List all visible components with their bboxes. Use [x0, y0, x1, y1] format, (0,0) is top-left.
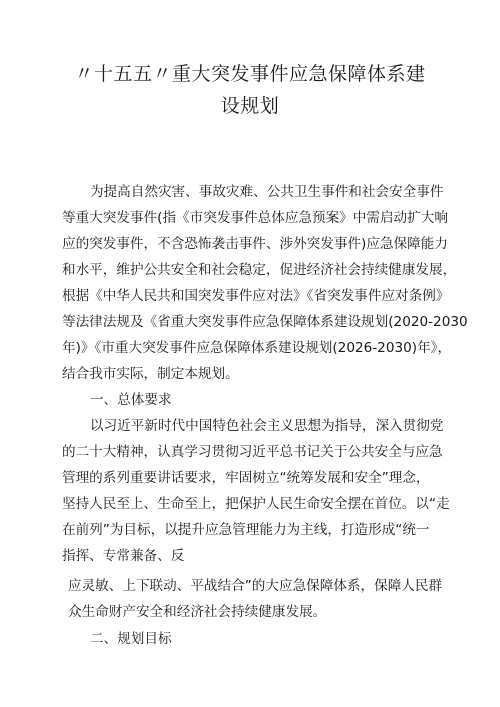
paragraph-2-line-8: 众生命财产安全和经济社会持续健康发展。: [68, 604, 327, 620]
document-title-line-2: 设规划: [220, 95, 280, 117]
paragraph-2-line-7: 应灵敏、上下联动、平战结合”的大应急保障体系，保障人民群: [68, 578, 443, 594]
section-heading-2: 二、规划目标: [90, 631, 172, 647]
document-title-line-1: 〃十五五〃重大突发事件应急保障体系建: [74, 63, 426, 85]
paragraph-1-line-4: 和水平，维护公共安全和社会稳定，促进经济社会持续健康发展，: [62, 262, 457, 278]
paragraph-1-line-6: 等法律法规及《省重大突发事件应急保障体系建设规划(2020-2030: [62, 314, 468, 330]
paragraph-2-line-6: 指挥、专常兼备、反: [62, 548, 185, 564]
paragraph-2-line-4: 坚持人民至上、生命至上，把保护人民生命安全摆在首位。以“走: [62, 496, 450, 512]
paragraph-1-line-5: 根据《中华人民共和国突发事件应对法》《省突发事件应对条例》: [62, 288, 450, 304]
paragraph-2-line-1: 以习近平新时代中国特色社会主义思想为指导，深入贯彻党: [90, 418, 444, 434]
paragraph-2-line-3: 管理的系列重要讲话要求，牢固树立“统筹发展和安全”理念，: [62, 470, 430, 486]
paragraph-1-line-1: 为提高自然灾害、事故灾难、公共卫生事件和社会安全事件: [90, 184, 444, 200]
section-heading-1: 一、总体要求: [90, 392, 172, 408]
paragraph-1-line-7: 年)》《市重大突发事件应急保障体系建设规划(2026-2030)年》，: [62, 340, 452, 356]
paragraph-1-line-3: 应的突发事件，不含恐怖袭击事件、涉外突发事件)应急保障能力: [62, 236, 448, 252]
paragraph-1-line-2: 等重大突发事件(指《市突发事件总体应急预案》中需启动扩大响: [62, 210, 448, 226]
paragraph-2-line-2: 的二十大精神，认真学习贯彻习近平总书记关于公共安全与应急: [62, 444, 443, 460]
paragraph-1-line-8: 结合我市实际，制定本规划。: [62, 366, 239, 382]
paragraph-2-line-5: 在前列”为目标，以提升应急管理能力为主线，打造形成“统一: [62, 522, 430, 538]
